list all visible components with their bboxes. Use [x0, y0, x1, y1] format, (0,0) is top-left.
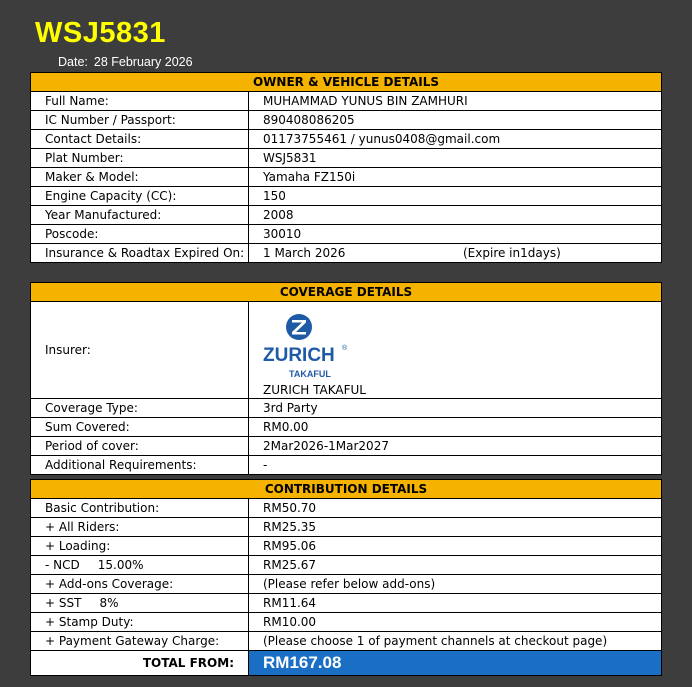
maker-model-row	[31, 168, 661, 187]
owner-section-header: OWNER & VEHICLE DETAILS	[31, 73, 661, 92]
period-cover-value: 2Mar2026-1Mar2027	[263, 439, 389, 453]
total-row	[31, 651, 661, 675]
plat-number-value: WSJ5831	[263, 151, 317, 165]
zurich-logo-reg: ®	[342, 345, 348, 352]
zurich-logo-sub: TAKAFUL	[289, 369, 331, 379]
loading-value: RM95.06	[263, 539, 317, 553]
additional-requirements-value: -	[263, 458, 268, 472]
stamp-duty-row	[31, 613, 661, 632]
ncd-value: RM25.67	[263, 558, 317, 572]
contribution-section	[30, 479, 662, 676]
ic-number-label: IC Number / Passport:	[31, 111, 249, 129]
engine-capacity-row	[31, 187, 661, 206]
ncd-percent: 15.00%	[97, 558, 144, 572]
ic-number-row	[31, 111, 661, 130]
basic-contribution-value: RM50.70	[263, 501, 317, 515]
total-value: RM167.08	[249, 651, 661, 675]
insurer-cell	[249, 302, 661, 398]
zurich-logo-brand: ZURICH	[263, 345, 335, 366]
total-label: TOTAL FROM:	[31, 651, 249, 675]
additional-requirements-row	[31, 456, 661, 474]
insurer-name: ZURICH TAKAFUL	[263, 383, 366, 397]
sum-covered-row	[31, 418, 661, 437]
sst-value: RM11.64	[263, 596, 317, 610]
ic-number-value: 890408086205	[263, 113, 355, 127]
zurich-logo	[262, 312, 352, 380]
maker-model-value: Yamaha FZ150i	[263, 170, 356, 184]
coverage-type-label: Coverage Type:	[31, 399, 249, 417]
full-name-row	[31, 92, 661, 111]
date-label: Date:	[58, 55, 88, 69]
poscode-row	[31, 225, 661, 244]
owner-vehicle-section	[30, 72, 662, 263]
full-name-value: MUHAMMAD YUNUS BIN ZAMHURI	[263, 94, 468, 108]
coverage-section-header: COVERAGE DETAILS	[31, 283, 661, 302]
year-manufactured-value: 2008	[263, 208, 294, 222]
contact-label: Contact Details:	[31, 130, 249, 148]
all-riders-value: RM25.35	[263, 520, 317, 534]
period-cover-label: Period of cover:	[31, 437, 249, 455]
sum-covered-label: Sum Covered:	[31, 418, 249, 436]
poscode-value: 30010	[263, 227, 302, 241]
maker-model-label: Maker & Model:	[31, 168, 249, 186]
all-riders-label: + All Riders:	[31, 518, 249, 536]
sst-label-cell	[31, 594, 249, 612]
loading-row	[31, 537, 661, 556]
insurer-row	[31, 302, 661, 399]
coverage-section	[30, 282, 662, 475]
stamp-duty-label: + Stamp Duty:	[31, 613, 249, 631]
addons-label: + Add-ons Coverage:	[31, 575, 249, 593]
gateway-charge-label: + Payment Gateway Charge:	[31, 632, 249, 650]
sum-covered-value: RM0.00	[263, 420, 309, 434]
ncd-row	[31, 556, 661, 575]
sst-percent: 8%	[99, 596, 119, 610]
ncd-label: - NCD	[45, 558, 80, 572]
date-line	[58, 55, 199, 69]
poscode-label: Poscode:	[31, 225, 249, 243]
addons-value: (Please refer below add-ons)	[263, 577, 436, 591]
expiry-label: Insurance & Roadtax Expired On:	[31, 244, 249, 262]
expiry-value	[249, 244, 661, 262]
gateway-charge-row	[31, 632, 661, 651]
sst-row	[31, 594, 661, 613]
expiry-date: 1 March 2026	[263, 246, 346, 260]
contact-value: 01173755461 / yunus0408@gmail.com	[263, 132, 501, 146]
contribution-section-header: CONTRIBUTION DETAILS	[31, 480, 661, 499]
basic-contribution-row	[31, 499, 661, 518]
date-value: 28 February 2026	[93, 55, 193, 69]
insurer-label: Insurer:	[31, 302, 249, 398]
plat-number-label: Plat Number:	[31, 149, 249, 167]
coverage-type-row	[31, 399, 661, 418]
basic-contribution-label: Basic Contribution:	[31, 499, 249, 517]
loading-label: + Loading:	[31, 537, 249, 555]
all-riders-row	[31, 518, 661, 537]
ncd-label-cell	[31, 556, 249, 574]
expiry-row	[31, 244, 661, 262]
year-manufactured-label: Year Manufactured:	[31, 206, 249, 224]
contact-row	[31, 130, 661, 149]
stamp-duty-value: RM10.00	[263, 615, 317, 629]
coverage-type-value: 3rd Party	[263, 401, 318, 415]
full-name-label: Full Name:	[31, 92, 249, 110]
gateway-charge-value: (Please choose 1 of payment channels at checkout page)	[263, 634, 608, 648]
addons-row	[31, 575, 661, 594]
expiry-note: (Expire in1days)	[463, 246, 561, 260]
engine-capacity-value: 150	[263, 189, 286, 203]
sst-label: + SST	[45, 596, 82, 610]
plate-title: WSJ5831	[35, 17, 166, 49]
year-manufactured-row	[31, 206, 661, 225]
period-cover-row	[31, 437, 661, 456]
plat-number-row	[31, 149, 661, 168]
additional-requirements-label: Additional Requirements:	[31, 456, 249, 474]
engine-capacity-label: Engine Capacity (CC):	[31, 187, 249, 205]
